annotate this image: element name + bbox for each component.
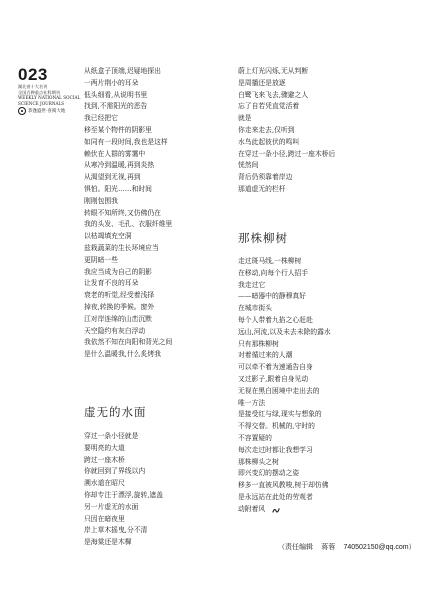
poem-line: 就是	[238, 114, 252, 123]
poem-line: 不得交替。机械的,守时的	[238, 422, 315, 431]
poem-line: 在城市街头	[238, 304, 272, 313]
poem-line: 你却专注于漂浮,旋转,遮盖	[84, 490, 164, 499]
poem-line: 又过影子,跟着自身见动	[238, 374, 309, 383]
poem-line: 刚刚包围我	[84, 196, 118, 205]
poem-line: 我已经把它	[84, 114, 118, 123]
poem-line: 我依然不知在向阳和背光之间	[84, 338, 173, 347]
masthead-line: 全国百种重点社科期刊	[18, 89, 60, 95]
poem-line: 低头细看,从说明书里	[84, 90, 148, 99]
poem-line: 从渴望到无视,再到	[84, 173, 141, 182]
poem-line: 赖伏在人群的雾霭中	[84, 149, 146, 158]
poem-line: ——暗器中的静穆真好	[238, 292, 306, 301]
poem-line: 一两片荆小的耳朵	[84, 78, 139, 87]
poem-line: 衰老的听觉,经受着浅择	[84, 291, 155, 300]
poem-line: 只因在暗夜里	[84, 514, 125, 523]
editor-email: 740502150@qq.com	[343, 544, 409, 551]
editor-name: 蒋蓉	[321, 543, 336, 551]
poem-line: 忘了自若凭直觉活着	[238, 102, 300, 111]
poem-line: 那株柳头之树	[238, 457, 279, 466]
poem-line: 让发育不良的耳朵	[84, 279, 139, 288]
poem-line: 掉夜,转换的季候。窗外	[84, 302, 155, 311]
poem-line: 背后仍须靠着岸边	[238, 173, 293, 182]
poem-line: 跨过一座木桥	[84, 455, 125, 464]
poem-line: 只有那株柳树	[238, 339, 279, 348]
poem-line: 在移动,向每个行人招手	[238, 268, 309, 277]
poem-line: 从纸盒子顶端,迟疑地探出	[84, 67, 161, 75]
poem-line: 是接受红与绿,现实与想象的	[238, 410, 322, 419]
poem-line: 移至某个物件的阴影里	[84, 125, 152, 134]
poem-line: 动附着风	[238, 504, 266, 513]
poem-line: 如同有一段时间,我也是这样	[84, 137, 168, 146]
poem-line: 在穿过一条小径,跨过一座木桥后	[238, 149, 336, 158]
poem-title-xuwu: 虚无的水面	[84, 405, 147, 419]
poem-line: 移多一直被风教唆,树于却仿佛	[238, 481, 329, 490]
poem-line: 唯一方法	[238, 398, 266, 407]
poem-column-left	[84, 66, 172, 361]
poem-line: 惧怕。阳光……和时间	[84, 184, 152, 193]
poem-line: 岸上草木摇曳,分不清	[84, 526, 148, 535]
poem-line: 不容置疑的	[238, 433, 272, 442]
poem-line: 无视在黑白困境中走出去的	[238, 386, 320, 395]
poem-line: 那道虚无的栏杆	[238, 184, 286, 193]
poem-line: 天空隐约有灰白浮动	[84, 326, 146, 335]
editor-label: （责任编辑	[278, 543, 313, 551]
poem-line: 可以牵不着为速通告自身	[238, 363, 313, 372]
masthead-line: WEEKLY NATIONAL SOCIAL	[18, 95, 81, 101]
editor-credit	[278, 542, 416, 552]
poem-line: 以枯竭填充空洞	[84, 232, 132, 241]
poem-line: 我走过它	[238, 280, 266, 289]
page-number: 023	[18, 65, 48, 84]
poem-line: 穿过一条小径就是	[84, 432, 139, 440]
poem-line: 水鸟此起彼伏的鸣叫	[238, 137, 300, 146]
poem-line: 你就回到了界线以内	[84, 467, 146, 476]
poem-line: 另一片虚无的水面	[84, 502, 139, 511]
poem-line: 恍然间	[238, 161, 259, 170]
poem-line: 江对岸连绵的山峦沉默	[84, 314, 152, 323]
poem-line: 你走来走去,仅听到	[238, 125, 295, 134]
journal-logo-icon	[18, 107, 26, 115]
poem-line: 蔚上灯光闪烁,无从判断	[238, 67, 309, 75]
poem-line: 溯水道在昭尺	[84, 479, 125, 488]
poem-line: 更阴暗一些	[84, 255, 118, 264]
poem-line: 兹栽蔬菜的生长环境应当	[84, 243, 159, 252]
poem-column-right-continued	[238, 66, 335, 196]
editor-close: ）	[408, 543, 416, 551]
poem-line: 是海棠还是木樨	[84, 538, 132, 547]
poem-line: 即兴变幻的摆动之姿	[238, 469, 300, 478]
masthead-line: 湖北省十大名刊	[18, 84, 48, 89]
poem-line: 是永远站在此处的劳观者	[238, 492, 313, 501]
poem-title-liushu: 那株柳树	[238, 231, 288, 245]
poem-line: 我的头发、毛孔、衣服纤维里	[84, 220, 173, 229]
poem-body-liushu	[238, 256, 331, 516]
poem-line: 走过斑马线,一株柳树	[238, 257, 302, 265]
poem-line: 每个人带着九掐之心赶赴	[238, 315, 313, 324]
poem-body-xuwu	[84, 431, 163, 549]
poem-line: 要明亮的大道	[84, 443, 125, 452]
poem-line: 白鹭飞来飞去,骤避之人	[238, 90, 309, 99]
poem-line: 对着循过来的人潮	[238, 351, 293, 360]
end-mark-icon	[272, 506, 280, 514]
poem-line: 是周播还是放逐	[238, 78, 286, 87]
poem-line: 转眼不知所终,又仿佛仍在	[84, 208, 161, 217]
poem-line: 每次走过时都让我想学习	[238, 445, 313, 454]
logo-text: 恭逢盛世·喜阅大地	[28, 109, 66, 115]
poem-line: 远山,河流,以及未去未除的露水	[238, 327, 331, 336]
poem-line: 从寒冷到温暖,再到炎热	[84, 161, 155, 170]
poem-line: 是什么温暖我,什么炙烤我	[84, 350, 161, 359]
poem-line: 找到,不需阳光的恶告	[84, 102, 148, 111]
poem-line: 我应当成为自己的阴影	[84, 267, 152, 276]
masthead-line: SCIENCE JOURNALS	[18, 100, 65, 106]
